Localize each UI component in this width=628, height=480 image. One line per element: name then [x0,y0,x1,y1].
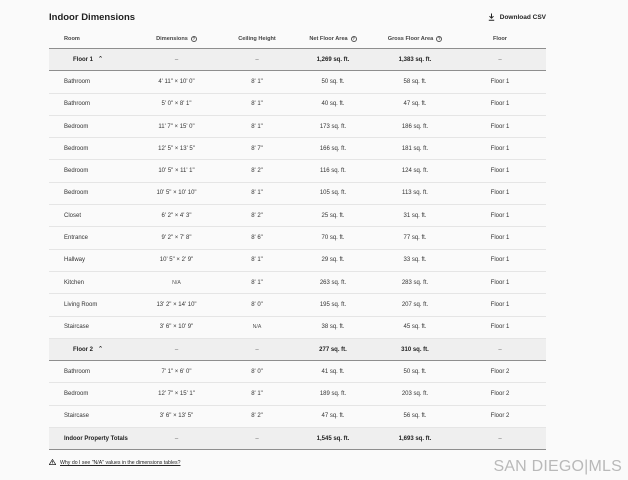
totals-dimensions: – [174,435,179,442]
room-ceiling-height: 8' 2" [251,168,263,175]
room-name: Bedroom [64,145,89,152]
table-header-row [49,29,546,49]
room-dimensions: 12' 5" × 13' 5" [158,145,195,152]
room-ceiling-height: 8' 7" [251,145,263,152]
room-dimensions: 13' 2" × 14' 10" [156,301,197,308]
floor-toggle[interactable] [49,56,129,63]
room-floor: Floor 1 [490,168,510,175]
room-name: Staircase [64,324,90,331]
section-title: Indoor Dimensions [49,11,136,23]
room-gross-area: 283 sq. ft. [401,279,429,286]
floor-group-row[interactable] [49,339,546,361]
dimensions-table [49,29,546,450]
room-dimensions: 3' 6" × 10' 9" [159,324,194,331]
room-gross-area: 207 sq. ft. [401,301,429,308]
room-name: Kitchen [64,279,85,286]
room-dimensions: 11' 7" × 15' 0" [158,123,195,130]
room-ceiling-height: 8' 0" [251,368,263,375]
totals-label: Indoor Property Totals [64,435,128,442]
room-name: Bathroom [64,78,91,85]
room-net-area: 173 sq. ft. [319,123,347,130]
room-net-area: 50 sq. ft. [321,78,345,85]
room-ceiling-height: 8' 1" [251,257,263,264]
totals-floor: – [498,435,502,442]
room-net-area: 40 sq. ft. [321,101,345,108]
room-ceiling-height: 8' 2" [251,212,263,219]
room-name: Entrance [64,235,89,242]
table-body [49,49,546,428]
room-ceiling-height: 8' 1" [251,391,263,398]
room-floor: Floor 1 [490,101,510,108]
room-floor: Floor 1 [490,301,510,308]
room-net-area: 263 sq. ft. [319,279,347,286]
room-net-area: 41 sq. ft. [321,368,345,375]
table-row [49,361,546,383]
room-name: Bedroom [64,123,89,130]
room-gross-area: 186 sq. ft. [401,123,429,130]
room-floor: Floor 1 [490,123,510,130]
table-row [49,116,546,138]
room-ceiling-height: 8' 0" [251,301,263,308]
room-name: Bedroom [64,190,89,197]
floor-net-area: 1,269 sq. ft. [316,56,350,63]
room-floor: Floor 1 [490,78,510,85]
room-floor: Floor 1 [490,279,510,286]
column-header-dimensions: Dimensions ? [156,35,196,42]
room-gross-area: 77 sq. ft. [403,235,427,242]
floor-net-area: 277 sq. ft. [319,346,347,353]
room-gross-area: 181 sq. ft. [401,145,429,152]
warning-triangle-icon [49,459,56,467]
floor-gross-area: 1,383 sq. ft. [398,56,432,63]
room-net-area: 189 sq. ft. [319,391,347,398]
mls-watermark: SAN DIEGO|MLS [493,458,622,475]
floor-dimensions: – [174,56,179,63]
room-net-area: 29 sq. ft. [321,257,345,264]
room-name: Bathroom [64,101,91,108]
room-net-area: 116 sq. ft. [320,168,346,175]
room-gross-area: 203 sq. ft. [401,391,429,398]
table-row [49,317,546,339]
room-net-area: 195 sq. ft. [319,301,347,308]
room-floor: Floor 2 [490,391,510,398]
room-ceiling-height: 8' 1" [251,123,263,130]
floor-floor: – [498,56,502,63]
room-ceiling-height: 8' 6" [251,235,263,242]
room-dimensions: 10' 5" × 11' 1" [158,168,195,175]
room-gross-area: 56 sq. ft. [403,413,427,420]
floor-gross-area: 310 sq. ft. [401,346,429,353]
room-dimensions: N/A [172,279,181,286]
table-row [49,227,546,249]
table-row [49,138,546,160]
room-gross-area: 31 sq. ft. [403,212,427,219]
table-row [49,71,546,93]
room-floor: Floor 1 [490,324,510,331]
room-dimensions: 9' 2" × 7' 8" [161,235,192,242]
section-header [49,9,546,25]
download-icon [488,13,495,21]
floor-label: Floor 1 [73,56,94,63]
question-circle-icon[interactable]: ? [437,35,441,41]
room-floor: Floor 1 [490,257,510,264]
room-dimensions: 5' 0" × 8' 1" [161,101,192,108]
totals-gross-area: 1,693 sq. ft. [398,435,432,442]
column-header-room: Room [64,35,80,42]
floor-dimensions: – [174,346,179,353]
table-row [49,205,546,227]
floor-ceiling: – [255,346,259,353]
room-name: Living Room [64,301,98,308]
floor-label: Floor 2 [73,346,94,353]
column-header-ceiling-height: Ceiling Height [238,35,276,42]
totals-net-area: 1,545 sq. ft. [316,435,350,442]
table-row [49,406,546,428]
room-net-area: 105 sq. ft. [319,190,347,197]
room-dimensions: 4' 11" × 10' 0" [158,78,195,85]
room-net-area: 166 sq. ft. [319,145,347,152]
question-circle-icon[interactable]: ? [192,35,196,41]
table-row [49,94,546,116]
na-values-help-link[interactable]: Why do I see "N/A" values in the dimensions tables? [60,460,181,466]
chevron-up-icon[interactable]: ⌃ [98,56,104,63]
floor-toggle[interactable] [49,346,129,353]
column-header-floor: Floor [493,35,507,42]
room-gross-area: 113 sq. ft. [402,190,428,197]
room-dimensions: 3' 6" × 13' 5" [159,413,194,420]
room-dimensions: 6' 2" × 4' 3" [161,212,192,219]
room-ceiling-height: 8' 1" [251,190,263,197]
room-gross-area: 50 sq. ft. [403,368,427,375]
room-name: Bedroom [64,391,89,398]
table-row [49,160,546,182]
room-gross-area: 45 sq. ft. [403,324,427,331]
room-net-area: 70 sq. ft. [321,235,345,242]
column-header-gross-floor-area: Gross Floor Area ? [387,35,441,42]
room-floor: Floor 1 [490,212,510,219]
room-ceiling-height: 8' 2" [251,413,263,420]
room-dimensions: 12' 7" × 15' 1" [158,391,195,398]
table-row [49,272,546,294]
download-csv-label: Download CSV [499,13,546,21]
download-csv-button[interactable] [488,13,546,21]
totals-ceiling: – [255,435,259,442]
room-floor: Floor 1 [490,145,510,152]
room-ceiling-height: 8' 1" [251,78,263,85]
room-name: Bedroom [64,168,89,175]
floor-group-row[interactable] [49,49,546,71]
totals-row [49,428,546,450]
table-row [49,250,546,272]
room-gross-area: 33 sq. ft. [403,257,427,264]
room-net-area: 25 sq. ft. [321,212,345,219]
room-net-area: 47 sq. ft. [321,413,345,420]
question-circle-icon[interactable]: ? [352,35,355,41]
room-ceiling-height: 8' 1" [251,279,263,286]
footer-note [49,459,180,467]
room-floor: Floor 1 [490,235,510,242]
table-row [49,183,546,205]
floor-ceiling: – [255,56,259,63]
floor-floor: – [498,346,502,353]
room-name: Closet [64,212,82,219]
room-name: Staircase [64,413,90,420]
column-header-net-floor-area: Net Floor Area ? [309,35,355,42]
room-floor: Floor 2 [490,368,510,375]
room-dimensions: 10' 5" × 10' 10" [156,190,197,197]
table-row [49,383,546,405]
table-row [49,294,546,316]
room-ceiling-height: N/A [252,324,262,331]
room-name: Bathroom [64,368,91,375]
room-gross-area: 124 sq. ft. [401,168,429,175]
room-net-area: 38 sq. ft. [321,324,345,331]
room-floor: Floor 1 [490,190,510,197]
room-gross-area: 47 sq. ft. [403,101,427,108]
room-gross-area: 58 sq. ft. [403,78,427,85]
room-ceiling-height: 8' 1" [251,101,263,108]
room-name: Hallway [64,257,86,264]
chevron-up-icon[interactable]: ⌃ [98,346,104,353]
room-floor: Floor 2 [490,413,510,420]
room-dimensions: 10' 5" × 2' 9" [159,257,194,264]
room-dimensions: 7' 1" × 6' 0" [161,368,192,375]
